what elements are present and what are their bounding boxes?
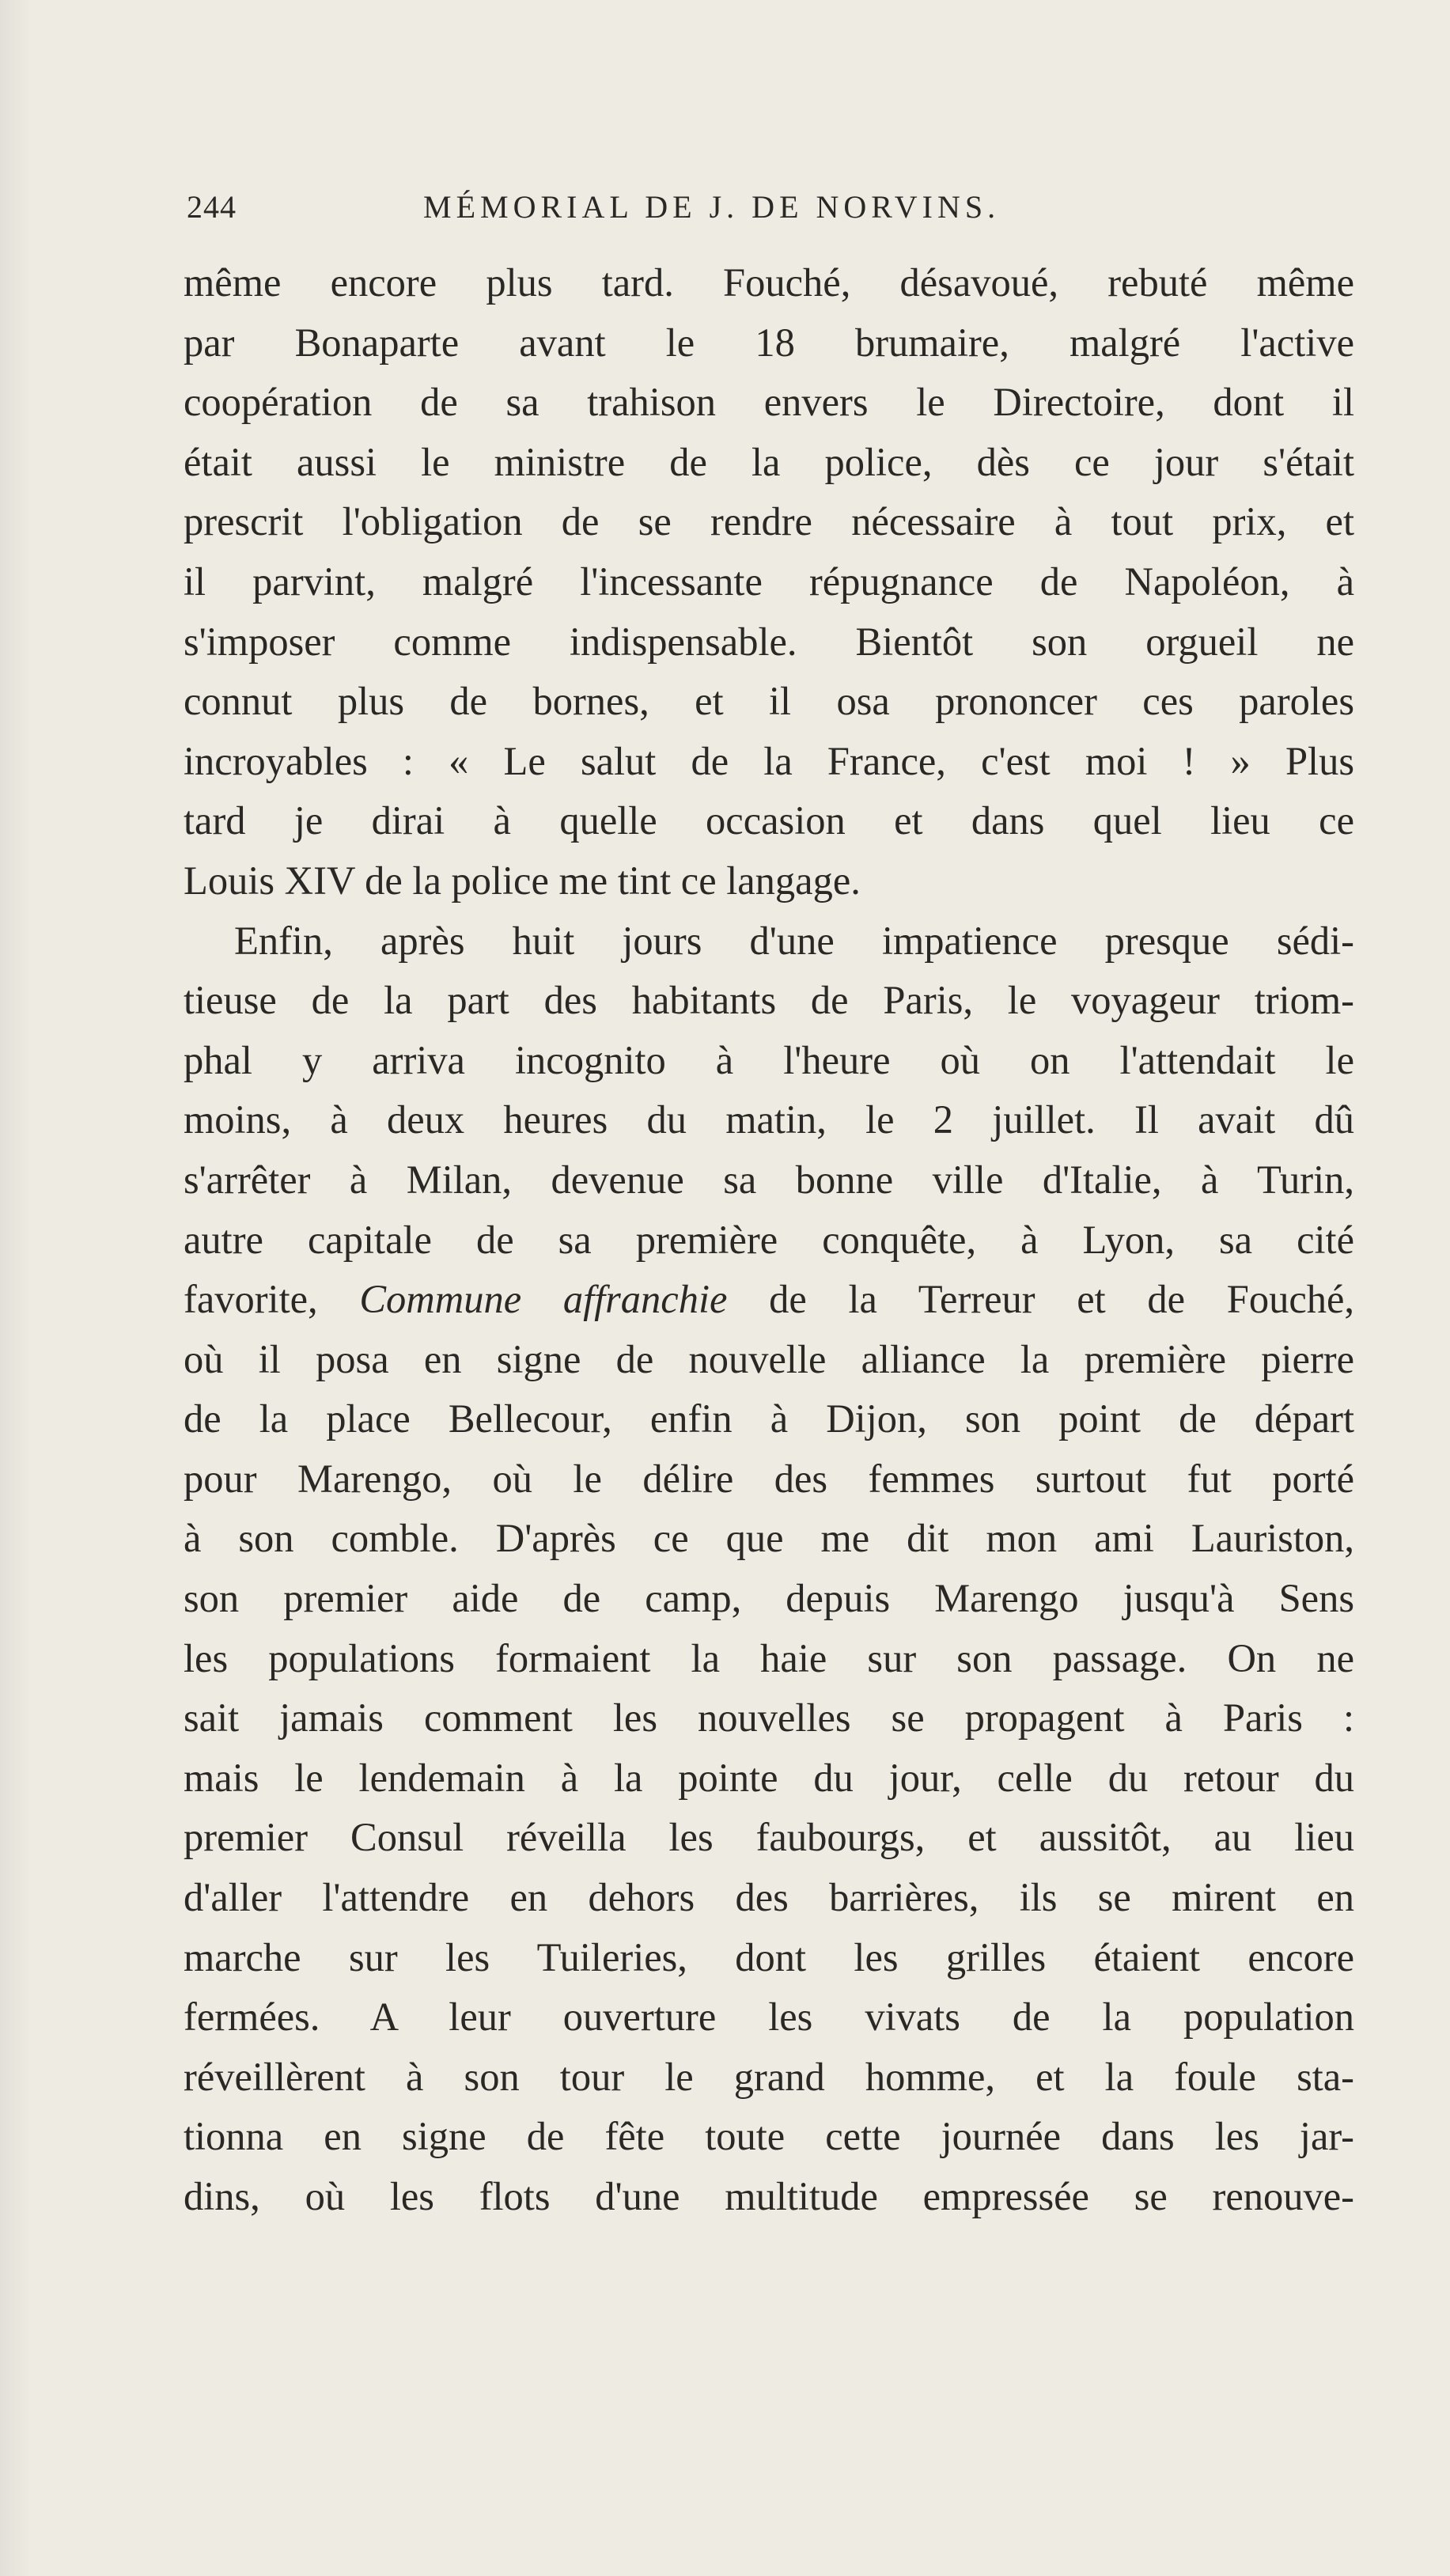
running-title: MÉMORIAL DE J. DE NORVINS. <box>423 189 1001 225</box>
text-segment: de la Terreur et de Fouché, <box>769 1277 1355 1322</box>
text-line: connut plus de bornes, et il osa prononcer ces paroles <box>184 679 1354 724</box>
text-line: autre capitale de sa première conquête, à Lyon, sa cité <box>184 1217 1354 1262</box>
text-line: dins, où les flots d'une multitude empressée se renouve- <box>184 2174 1354 2218</box>
text-line: par Bonaparte avant le 18 brumaire, malgré l'active <box>184 320 1354 365</box>
text-line: tard je dirai à quelle occasion et dans quel lieu ce <box>184 798 1354 843</box>
text-line: même encore plus tard. Fouché, désavoué, rebuté même <box>184 260 1354 305</box>
text-line: marche sur les Tuileries, dont les grilles étaient encore <box>184 1934 1354 1979</box>
running-head <box>187 188 1353 228</box>
text-line: les populations formaient la haie sur son passage. On ne <box>184 1635 1354 1680</box>
text-line: était aussi le ministre de la police, dès ce jour s'était <box>184 439 1354 484</box>
text-line: fermées. A leur ouverture les vivats de la population <box>184 1995 1354 2040</box>
text-line: phal y arriva incognito à l'heure où on l'attendait le <box>184 1037 1354 1082</box>
text-line: sait jamais comment les nouvelles se propagent à Paris : <box>184 1695 1354 1741</box>
text-line: coopération de sa trahison envers le Directoire, dont il <box>184 380 1354 425</box>
text-line: réveillèrent à son tour le grand homme, et la foule sta- <box>184 2054 1354 2099</box>
text-line: s'arrêter à Milan, devenue sa bonne ville d'Italie, à Turin, <box>184 1157 1354 1202</box>
text-line: pour Marengo, où le délire des femmes surtout fut porté <box>184 1456 1354 1501</box>
text-line: incroyables : « Le salut de la France, c'est moi ! » Plus <box>184 738 1354 783</box>
text-line: premier Consul réveilla les faubourgs, et aussitôt, au lieu <box>184 1815 1354 1860</box>
text-line: prescrit l'obligation de se rendre nécessaire à tout prix, et <box>184 499 1354 544</box>
text-line: tionna en signe de fête toute cette journée dans les jar- <box>184 2114 1354 2159</box>
text-line: où il posa en signe de nouvelle alliance la première pierre <box>184 1336 1354 1381</box>
text-line: s'imposer comme indispensable. Bientôt son orgueil ne <box>184 619 1354 664</box>
text-line: mais le lendemain à la pointe du jour, celle du retour du <box>184 1755 1354 1800</box>
body-text <box>184 253 1354 2227</box>
italic-phrase: Commune affranchie <box>359 1277 728 1322</box>
text-line: tieuse de la part des habitants de Paris, le voyageur triom- <box>184 978 1354 1023</box>
text-line: à son comble. D'après ce que me dit mon ami Lauriston, <box>184 1516 1354 1561</box>
text-segment: favorite, <box>184 1277 318 1322</box>
text-line: Enfin, après huit jours d'une impatience presque sédi- <box>234 918 1354 963</box>
text-line: d'aller l'attendre en dehors des barrières, ils se mirent en <box>184 1875 1354 1920</box>
text-line <box>184 1270 1354 1330</box>
text-line: moins, à deux heures du matin, le 2 juillet. Il avait dû <box>184 1097 1354 1142</box>
page-number: 244 <box>187 189 237 225</box>
text-line: il parvint, malgré l'incessante répugnance de Napoléon, à <box>184 559 1354 604</box>
text-line: son premier aide de camp, depuis Marengo jusqu'à Sens <box>184 1576 1354 1621</box>
text-line: Louis XIV de la police me tint ce langage. <box>184 858 861 903</box>
text-line: de la place Bellecour, enfin à Dijon, son point de départ <box>184 1396 1354 1441</box>
